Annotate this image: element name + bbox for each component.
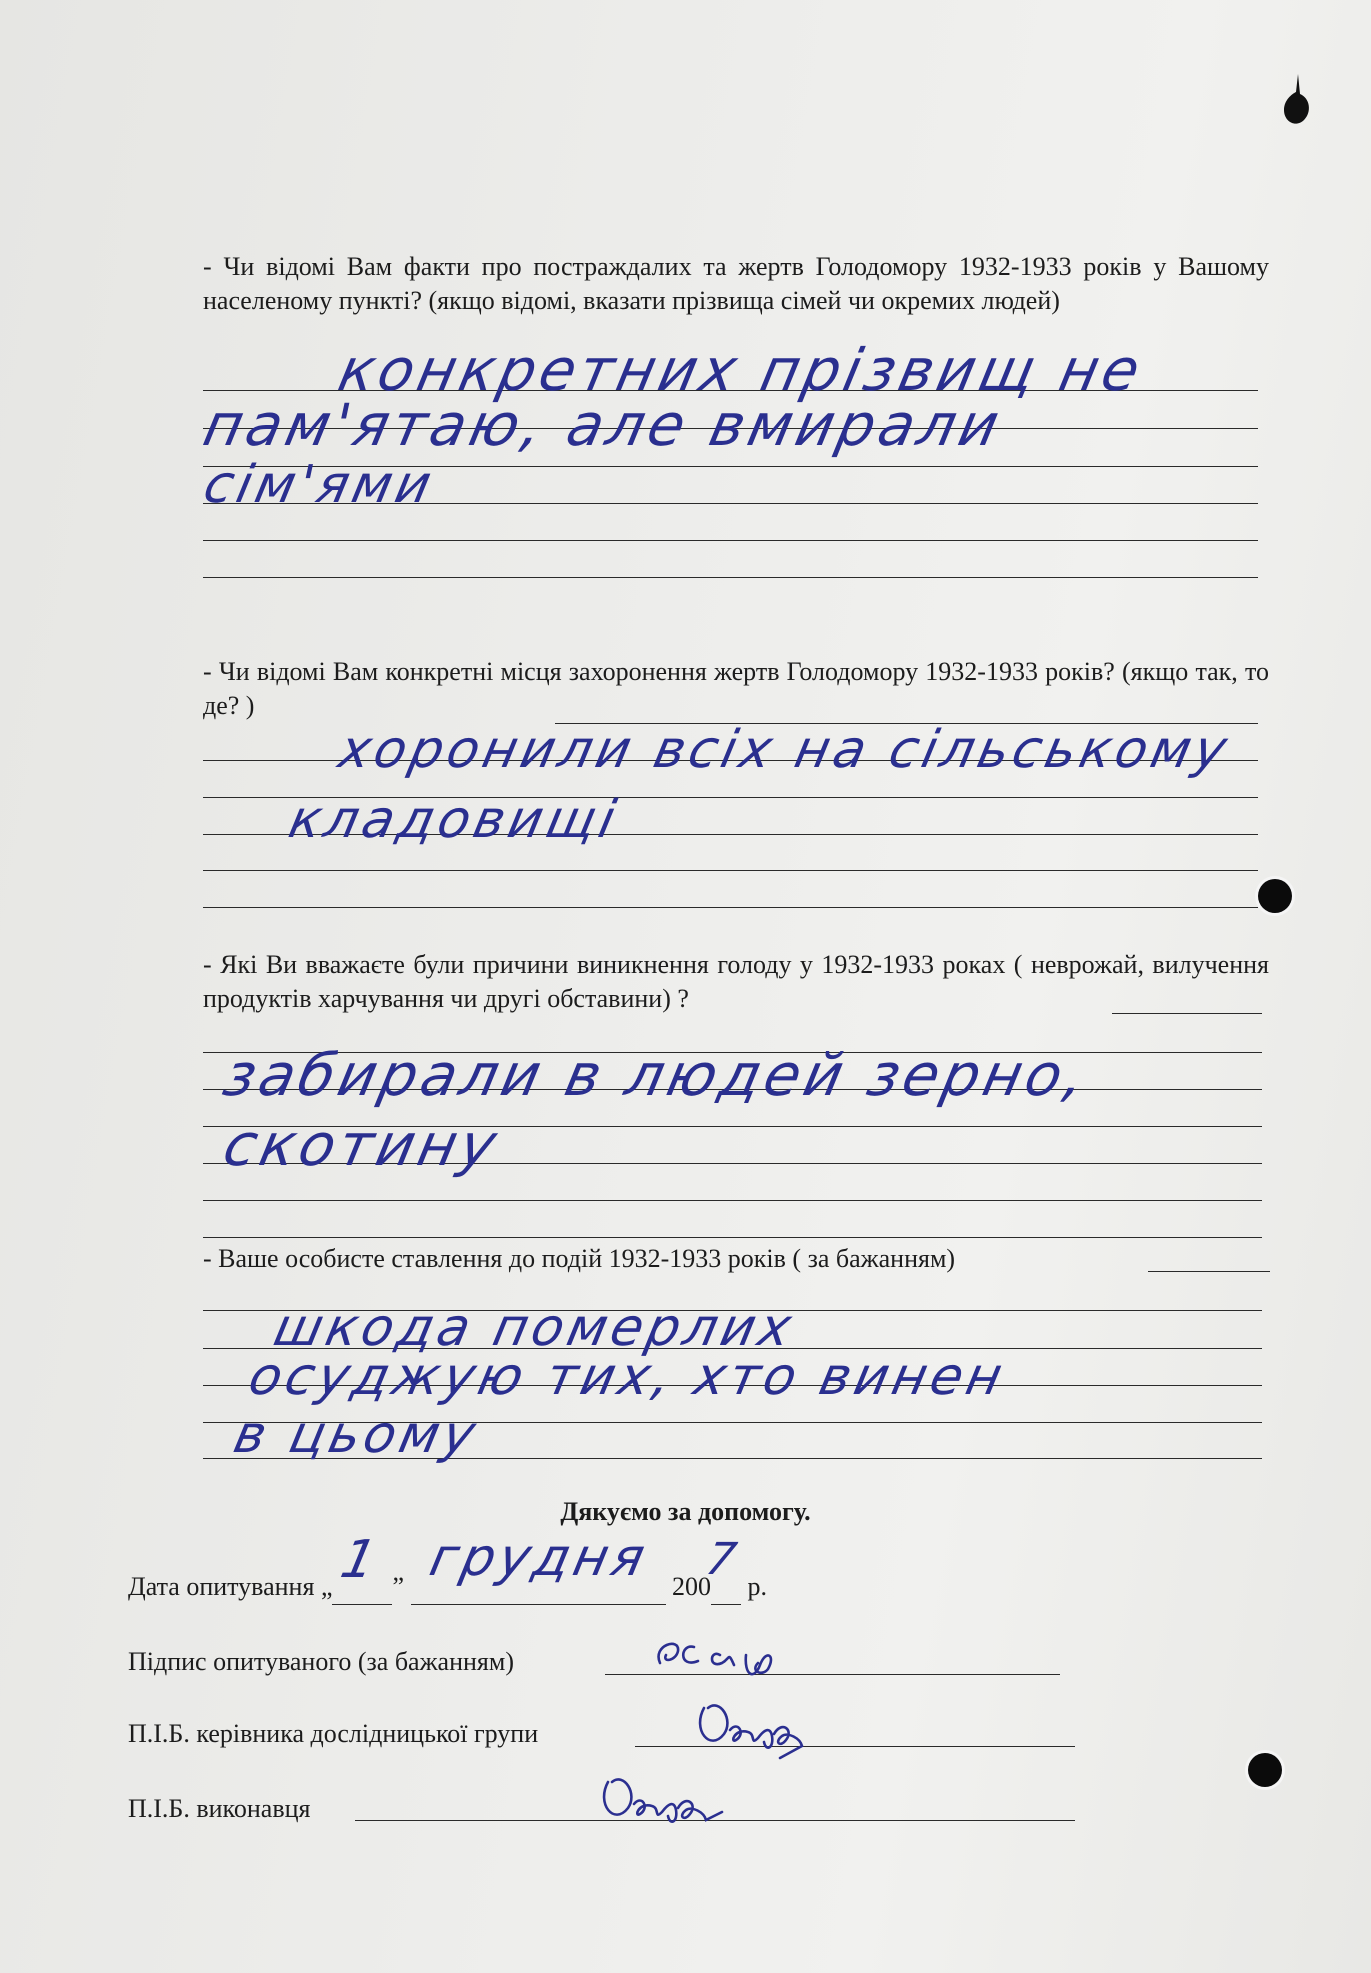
date-row bbox=[128, 1528, 768, 1605]
respondent-signature-label: Підпис опитуваного (за бажанням) bbox=[128, 1647, 514, 1676]
handwritten-answer-line: хоронили всіх на сільському bbox=[333, 720, 1236, 780]
handwritten-month: грудня bbox=[424, 1528, 654, 1588]
date-open-quote: „ bbox=[320, 1572, 333, 1601]
question-2-text: - Чи відомі Вам конкретні місця захоронення жертв Голодомору 1932-1933 років? (якщо так, то де? ) bbox=[203, 657, 1269, 720]
date-label: Дата опитування bbox=[128, 1572, 315, 1601]
date-day-field bbox=[332, 1530, 392, 1605]
answer-line bbox=[203, 907, 1258, 908]
handwritten-answer-line: кладовищі bbox=[283, 790, 625, 850]
handwritten-year-digit: 7 bbox=[701, 1534, 741, 1585]
answer-line bbox=[203, 870, 1258, 871]
answer-line bbox=[203, 1237, 1262, 1238]
answer-line bbox=[1112, 1013, 1262, 1014]
handwritten-answer-line: конкретних прізвищ не bbox=[332, 336, 1150, 404]
answer-line bbox=[203, 1200, 1262, 1201]
handwritten-answer-line: шкода померлих bbox=[268, 1298, 801, 1358]
date-suffix: р. bbox=[747, 1572, 768, 1601]
question-3-text: - Які Ви вважаєте були причини виникнення голоду у 1932-1933 роках ( неврожай, вилучення продуктів харчування чи другі обставини) ? bbox=[203, 950, 1269, 1013]
performer-label: П.І.Б. виконавця bbox=[128, 1794, 311, 1823]
date-close-quote: ” bbox=[392, 1572, 405, 1601]
date-month-field bbox=[411, 1528, 666, 1605]
handwritten-answer-line: пам'ятаю, але вмирали bbox=[197, 391, 1009, 459]
question-1-text: - Чи відомі Вам факти про постраждалих та жертв Голодомору 1932-1933 років у Вашому населеному пункті? (якщо відомі, вказати прізвища сімей чи окремих людей) bbox=[203, 252, 1269, 315]
group-leader-label: П.І.Б. керівника дослідницької групи bbox=[128, 1719, 539, 1748]
handwritten-day: 1 bbox=[336, 1530, 386, 1590]
date-year-field bbox=[701, 1534, 741, 1605]
performer-signature bbox=[592, 1762, 742, 1842]
respondent-signature bbox=[650, 1625, 830, 1685]
thanks-heading: Дякуємо за допомогу. bbox=[560, 1497, 811, 1526]
answer-line bbox=[203, 540, 1258, 541]
answer-line bbox=[1148, 1271, 1270, 1272]
group-leader-signature bbox=[690, 1690, 830, 1770]
handwritten-answer-line: забирали в людей зерно, bbox=[217, 1041, 1096, 1109]
handwritten-answer-line: осуджую тих, хто винен bbox=[243, 1347, 1012, 1407]
punch-hole bbox=[1258, 879, 1292, 913]
handwritten-answer-line: в цьому bbox=[228, 1405, 485, 1465]
answer-line bbox=[203, 577, 1258, 578]
date-year-prefix: 200 bbox=[672, 1572, 712, 1601]
punch-hole-mark bbox=[1280, 72, 1314, 132]
handwritten-answer-line: сім'ями bbox=[198, 455, 441, 515]
handwritten-answer-line: скотину bbox=[217, 1111, 507, 1179]
question-4-text: - Ваше особисте ставлення до подій 1932-1933 років ( за бажанням) bbox=[203, 1244, 956, 1273]
punch-hole bbox=[1248, 1753, 1282, 1787]
